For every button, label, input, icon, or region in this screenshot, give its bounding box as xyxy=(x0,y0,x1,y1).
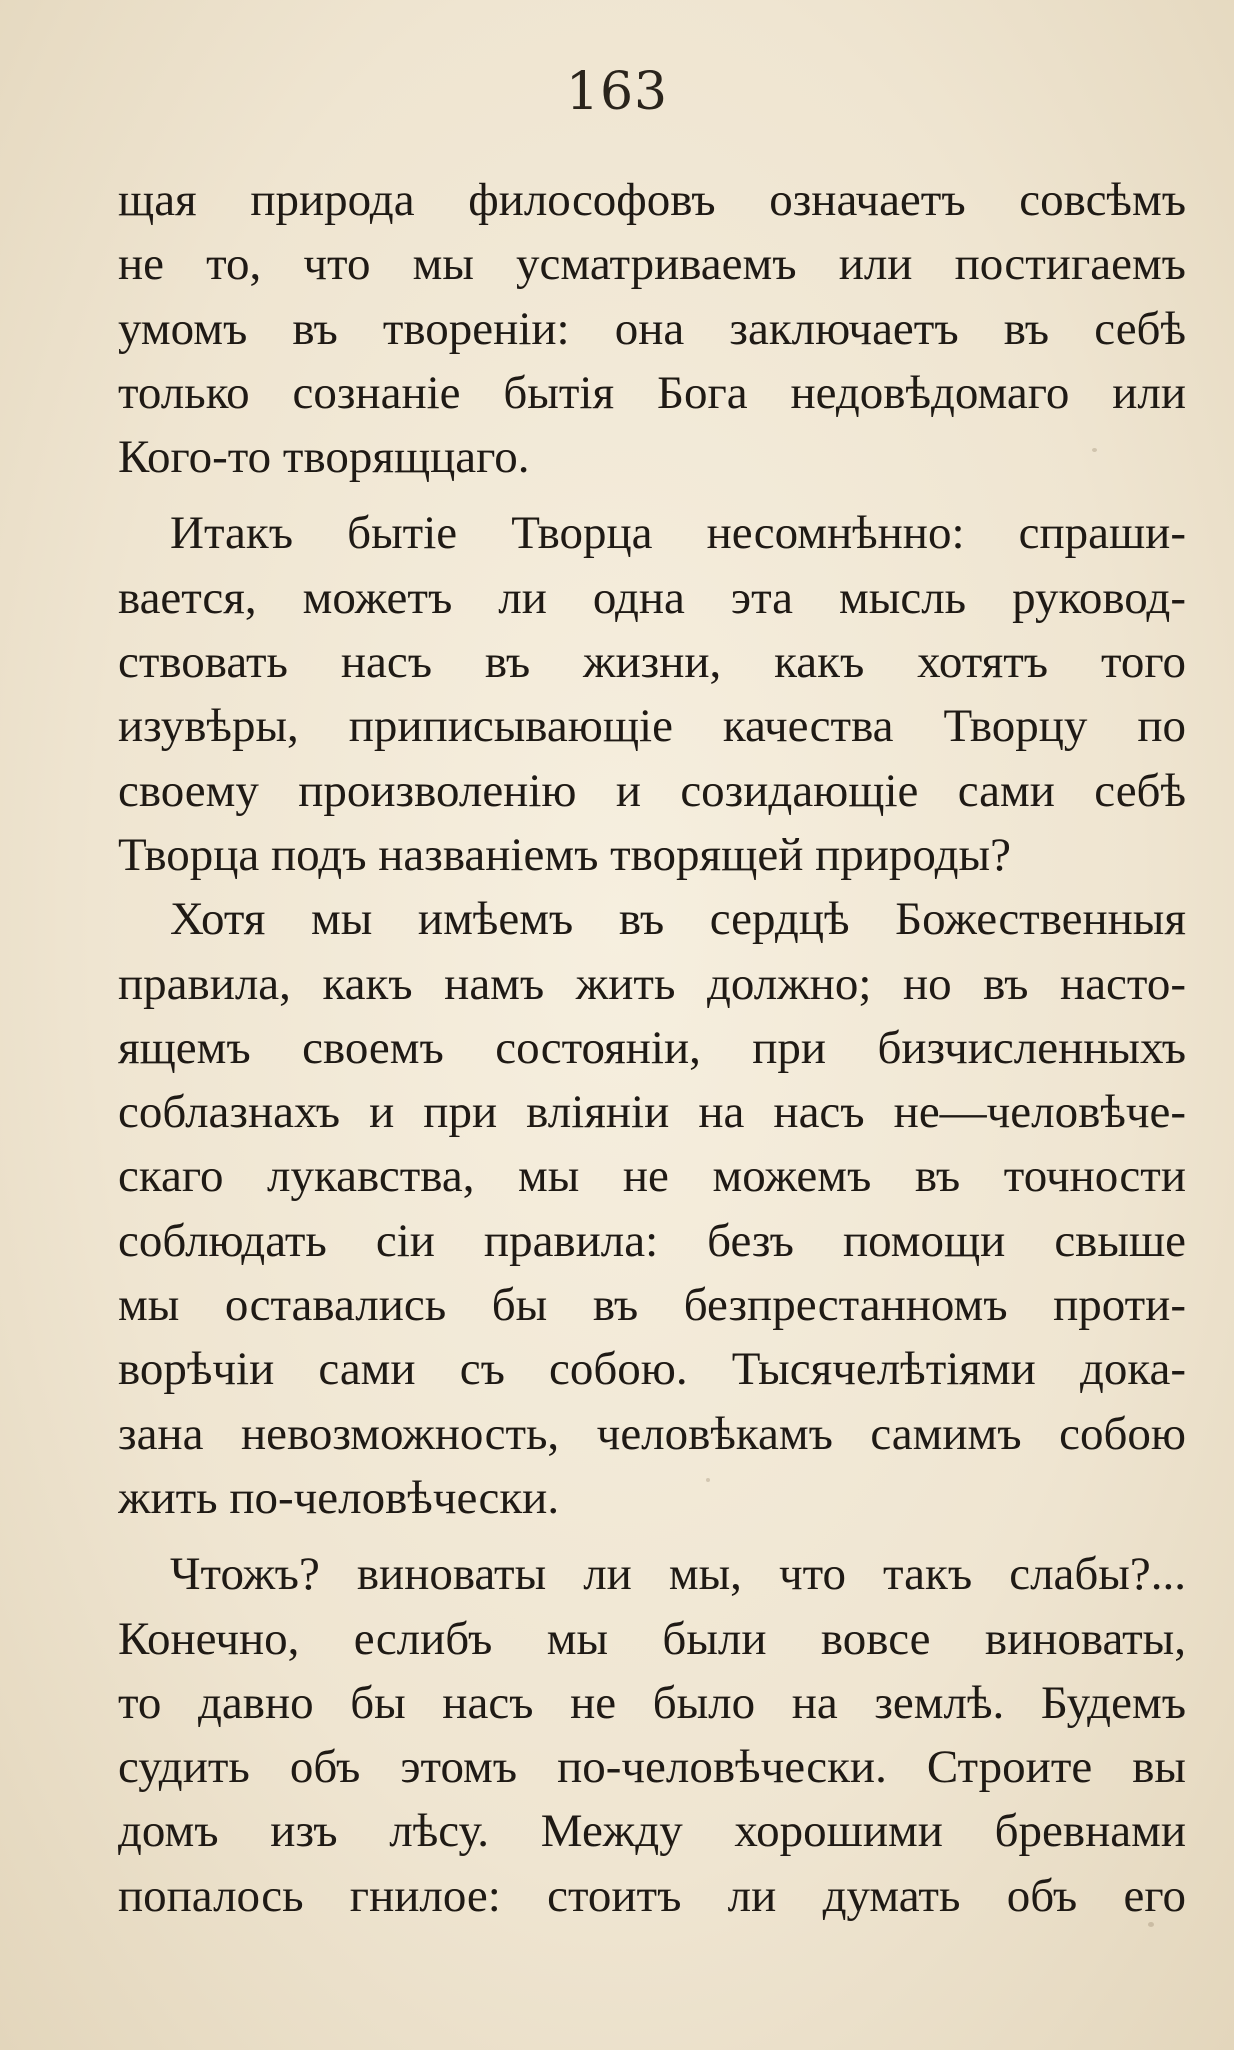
paper-speck xyxy=(706,1478,710,1482)
text-line: Конечно, еслибъ мы были вовсе виноваты, xyxy=(118,1612,1186,1665)
text-line: судить объ этомъ по-человѣчески. Строите вы xyxy=(118,1741,1186,1794)
text-line: правила, какъ намъ жить должно; но въ насто- xyxy=(118,957,1186,1010)
text-line: изувѣры, приписывающіе качества Творцу по xyxy=(118,700,1186,753)
text-line: не то, что мы усматриваемъ или постигаемъ xyxy=(118,238,1186,291)
paragraph xyxy=(118,1542,1186,1928)
text-line: то давно бы насъ не было на землѣ. Будемъ xyxy=(118,1676,1186,1729)
body-text xyxy=(118,168,1186,1928)
text-line: ствовать насъ въ жизни, какъ хотятъ того xyxy=(118,636,1186,689)
text-line: своему произволенію и созидающіе сами себѣ xyxy=(118,764,1186,817)
text-line: только сознаніе бытія Бога недовѣдомаго или xyxy=(118,366,1186,419)
text-line: Кого-то творящцаго. xyxy=(118,431,530,484)
text-line: умомъ въ твореніи: она заключаетъ въ себѣ xyxy=(118,302,1186,355)
paragraph xyxy=(118,168,1186,489)
text-line: Итакъ бытіе Творца несомнѣнно: спраши- xyxy=(170,507,1186,560)
paragraph xyxy=(118,887,1186,1530)
text-line: Творца подъ названіемъ творящей природы? xyxy=(118,828,1011,881)
text-line: Хотя мы имѣемъ въ сердцѣ Божественныя xyxy=(170,893,1186,946)
text-line: домъ изъ лѣсу. Между хорошими бревнами xyxy=(118,1805,1186,1858)
paragraph xyxy=(118,501,1186,887)
text-line: Чтожъ? виноваты ли мы, что такъ слабы?... xyxy=(170,1548,1186,1601)
text-line: ворѣчіи сами съ собою. Тысячелѣтіями дока- xyxy=(118,1343,1186,1396)
text-line: скаго лукавства, мы не можемъ въ точности xyxy=(118,1150,1186,1203)
text-line: жить по-человѣчески. xyxy=(118,1471,560,1524)
page-number: 163 xyxy=(565,62,669,122)
text-line: вается, можетъ ли одна эта мысль руковод- xyxy=(118,571,1186,624)
paper-speck xyxy=(1148,1922,1154,1927)
paper-speck xyxy=(1092,448,1097,452)
text-line: зана невозможность, человѣкамъ самимъ собою xyxy=(118,1407,1186,1460)
text-line: мы оставались бы въ безпрестанномъ проти- xyxy=(118,1279,1186,1332)
text-line: ящемъ своемъ состояніи, при бизчисленныхъ xyxy=(118,1021,1186,1074)
text-line: соблазнахъ и при вліяніи на насъ не—человѣче- xyxy=(118,1086,1186,1139)
text-line: щая природа философовъ означаетъ совсѣмъ xyxy=(118,174,1186,226)
text-line: соблюдать сіи правила: безъ помощи свыше xyxy=(118,1214,1186,1267)
text-line: попалось гнилое: стоитъ ли думать объ его xyxy=(118,1869,1186,1922)
